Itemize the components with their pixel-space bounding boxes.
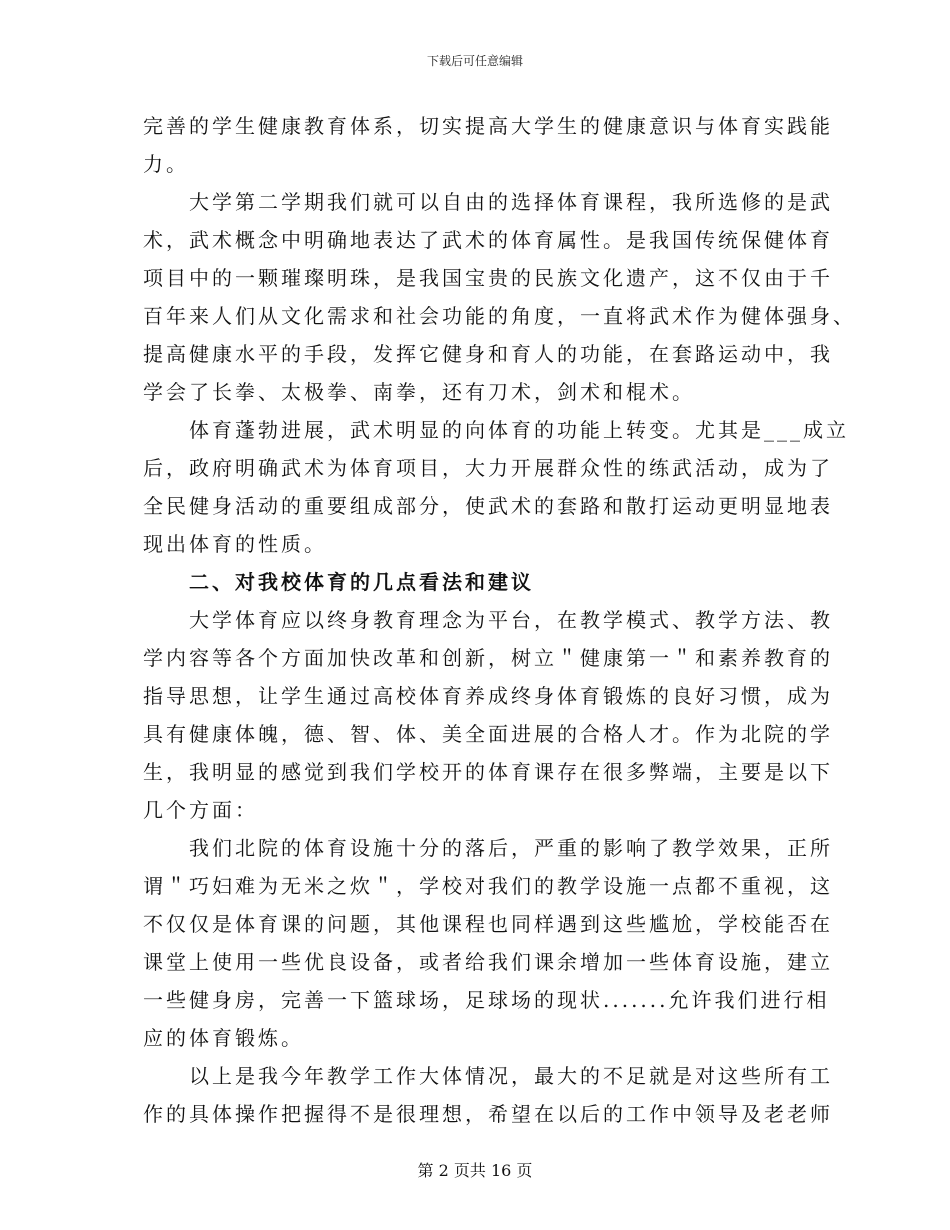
paragraph-line: 学会了长拳、太极拳、南拳，还有刀术，剑术和棍术。 <box>143 380 695 404</box>
paragraph-line: 大学第二学期我们就可以自由的选择体育课程，我所选修的是武 <box>189 190 833 214</box>
paragraph-line: 谓＂巧妇难为无米之炊＂，学校对我们的教学设施一点都不重视，这 <box>143 874 833 898</box>
paragraph-line: 具有健康体魄，德、智、体、美全面进展的合格人才。作为北院的学 <box>143 722 833 746</box>
page-header: 下载后可任意编辑 <box>426 54 523 68</box>
paragraph-line: 几个方面： <box>143 798 258 822</box>
paragraph-line: 生，我明显的感觉到我们学校开的体育课存在很多弊端，主要是以下 <box>143 760 833 784</box>
paragraph-line: 力。 <box>143 152 189 176</box>
page-footer: 第 2 页共 16 页 <box>417 1161 533 1180</box>
paragraph-line: 一些健身房，完善一下篮球场，足球场的现状.......允许我们进行相 <box>143 988 830 1012</box>
paragraph-line: 不仅仅是体育课的问题，其他课程也同样遇到这些尴尬，学校能否在 <box>143 912 833 936</box>
paragraph-line: 全民健身活动的重要组成部分，使武术的套路和散打运动更明显地表 <box>143 494 833 518</box>
paragraph-line: 以上是我今年教学工作大体情况，最大的不足就是对这些所有工 <box>189 1064 833 1088</box>
paragraph-line: 课堂上使用一些优良设备，或者给我们课余增加一些体育设施，建立 <box>143 950 833 974</box>
section-heading: 二、对我校体育的几点看法和建议 <box>189 570 534 594</box>
paragraph-line: 项目中的一颗璀璨明珠，是我国宝贵的民族文化遗产，这不仅由于千 <box>143 266 833 290</box>
paragraph-line: 百年来人们从文化需求和社会功能的角度，一直将武术作为健体强身、 <box>143 304 856 328</box>
paragraph-line: 术，武术概念中明确地表达了武术的体育属性。是我国传统保健体育 <box>143 228 833 252</box>
paragraph-line: 作的具体操作把握得不是很理想，希望在以后的工作中领导及老老师 <box>143 1102 833 1126</box>
paragraph-line: 体育蓬勃进展，武术明显的向体育的功能上转变。尤其是___成立 <box>189 418 849 442</box>
paragraph-line: 后，政府明确武术为体育项目，大力开展群众性的练武活动，成为了 <box>143 456 833 480</box>
paragraph-line: 指导思想，让学生通过高校体育养成终身体育锻炼的良好习惯，成为 <box>143 684 833 708</box>
paragraph-line: 学内容等各个方面加快改革和创新，树立＂健康第一＂和素养教育的 <box>143 646 833 670</box>
paragraph-line: 提高健康水平的手段，发挥它健身和育人的功能，在套路运动中，我 <box>143 342 833 366</box>
paragraph-line: 现出体育的性质。 <box>143 532 327 556</box>
paragraph-line: 应的体育锻炼。 <box>143 1026 304 1050</box>
paragraph-line: 大学体育应以终身教育理念为平台，在教学模式、教学方法、教 <box>189 608 833 632</box>
paragraph-line: 完善的学生健康教育体系，切实提高大学生的健康意识与体育实践能 <box>143 114 833 138</box>
paragraph-line: 我们北院的体育设施十分的落后，严重的影响了教学效果，正所 <box>189 836 833 860</box>
